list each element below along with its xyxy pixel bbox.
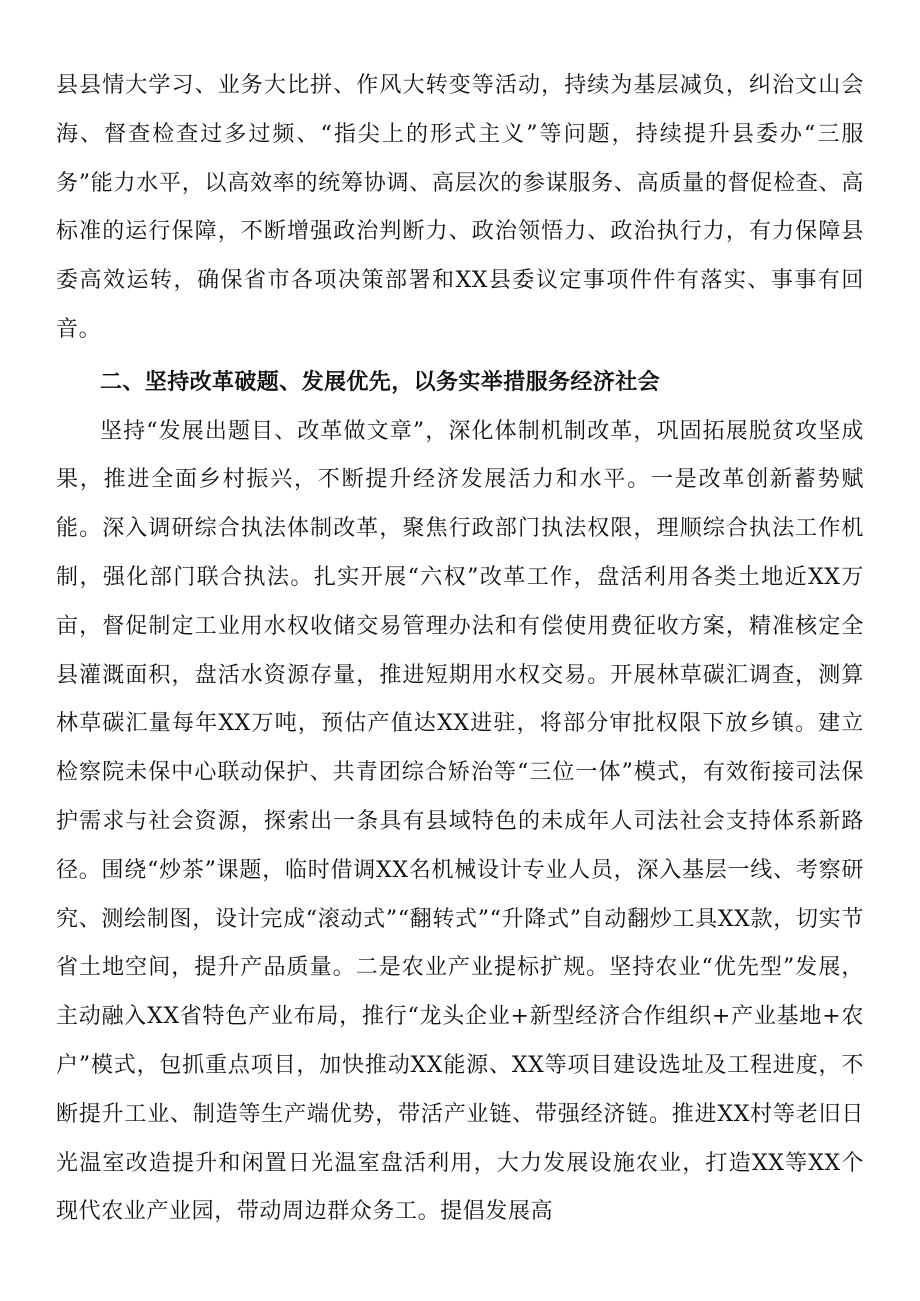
section-heading-2: 二、坚持改革破题、发展优先，以务实举措服务经济社会 xyxy=(100,369,661,395)
paragraph-2: 坚持“发展出题目、改革做文章”，深化体制机制改革，巩固拓展脱贫攻坚成果，推进全面乡村振兴，不断提升经济发展活力和水平。一是改革创新蓄势赋能。深入调研综合执法体制改革，聚焦行政部门执法权限，理顺综合执法工作机制，强化部门联合执法。扎实开展“六权”改革工作，盘活利用各类土地近XX万亩，督促制定工业用水权收储交易管理办法和有偿使用费征收方案，精准核定全县灌溉面积，盘活水资源存量，推进短期用水权交易。开展林草碳汇调查，测算林草碳汇量每年XX万吨，预估产值达XX进驻，将部分审批权限下放乡镇。建立检察院未保中心联动保护、共青团综合矫治等“三位一体”模式，有效衔接司法保护需求与社会资源，探索出一条具有县域特色的未成年人司法社会支持体系新路径。围绕“炒茶”课题，临时借调XX名机械设计专业人员，深入基层一线、考察研究、测绘制图，设计完成“滚动式”“翻转式”“升降式”自动翻炒工具XX款，切实节省土地空间，提升产品质量。二是农业产业提标扩规。坚持农业“优先型”发展，主动融入XX省特色产业布局，推行“龙头企业+新型经济合作组织+产业基地+农户”模式，包抓重点项目，加快推动XX能源、XX等项目建设选址及工程进度，不断提升工业、制造等生产端优势，带活产业链、带强经济链。推进XX村等老旧日光温室改造提升和闲置日光温室盘活利用，大力发展设施农业，打造XX等XX个现代农业产业园，带动周边群众务工。提倡发展高 xyxy=(56,418,864,1225)
paragraph-1: 县县情大学习、业务大比拼、作风大转变等活动，持续为基层减负，纠治文山会海、督查检查过多过频、“指尖上的形式主义”等问题，持续提升县委办“三服务”能力水平，以高效率的统筹协调、高层次的参谋服务、高质量的督促检查、高标准的运行保障，不断增强政治判断力、政治领悟力、政治执行力，有力保障县委高效运转，确保省市各项决策部署和XX县委议定事项件件有落实、事事有回音。 xyxy=(56,73,864,342)
